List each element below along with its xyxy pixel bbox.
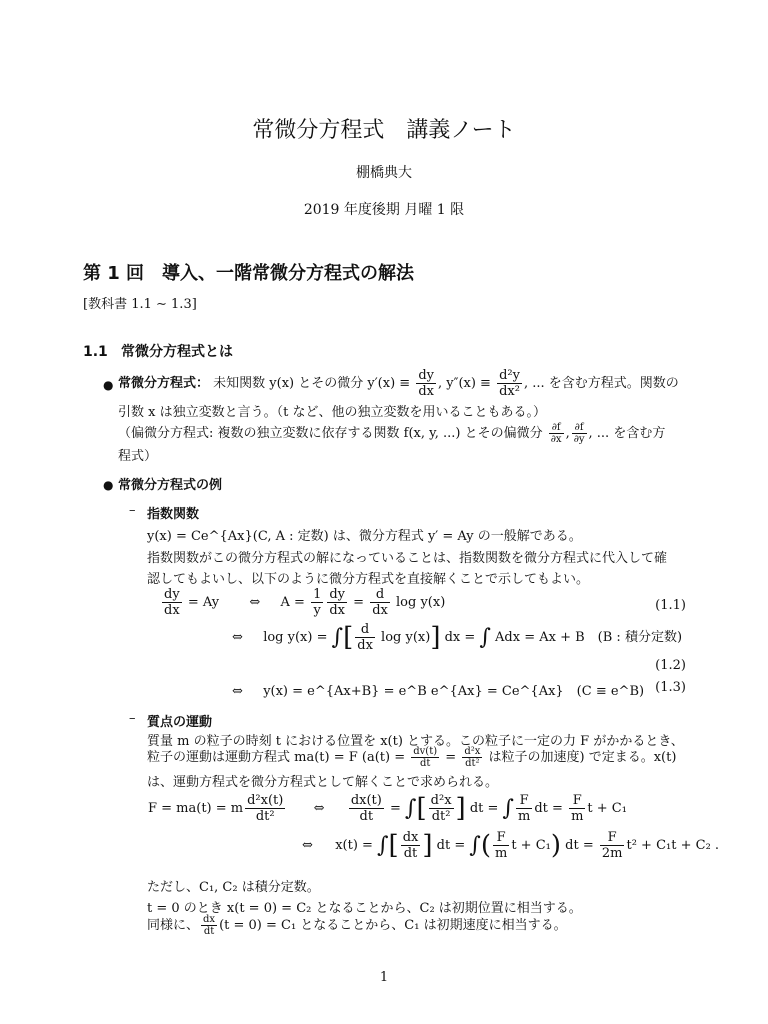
frac-F-m: $\frac{F}{m}$ — [494, 830, 508, 861]
frac-F-2m: $\frac{F}{2m}$ — [601, 830, 623, 861]
example2-line3: は、運動方程式を微分方程式として解くことで求められる。 — [147, 775, 499, 790]
frac-d-dx: $\frac{d}{dx}$ — [357, 622, 373, 653]
iff-symbol: ⇔ — [232, 630, 243, 645]
bullet1-line1 — [118, 368, 679, 399]
frac-F-m: $\frac{F}{m}$ — [518, 793, 531, 824]
example2-line2 — [147, 746, 676, 769]
dash-marker: – — [129, 503, 136, 518]
bullet1-text-a: 未知関数 y(x) とその微分 y′(x) ≡ — [213, 376, 411, 391]
partial-fraction-x: $\frac{\partial f}{\partial x}$ — [550, 422, 562, 445]
bracket-left: [ — [416, 793, 427, 824]
section-number: 1.1 — [83, 344, 108, 360]
iff-symbol: ⇔ — [232, 684, 243, 699]
section-heading — [83, 341, 233, 361]
integral-sign: ∫ — [502, 796, 515, 821]
example2-note2: t = 0 のとき x(t = 0) = C₂ となることから、C₂ は初期位置に相当する。 — [147, 901, 582, 916]
example2-line1: 質量 m の粒子の時刻 t における位置を x(t) とする。この粒子に一定の力 F がかかるとき、 — [147, 734, 684, 749]
eq-text: t + C₁ — [511, 838, 551, 853]
bracket-left: [ — [343, 622, 354, 653]
eq-text: dt = — [565, 838, 594, 853]
eq-text: y(x) = e^{Ax+B} = e^B e^{Ax} = Ce^{Ax} (C ≡ e^B) — [263, 684, 645, 699]
example1-line2: 指数関数がこの微分方程式の解になっていることは、指数関数を微分方程式に代入して確 — [147, 551, 668, 566]
eq-text: A = — [280, 595, 305, 610]
integral-sign: ∫ — [377, 833, 389, 858]
course-date: 2019 年度後期 月曜 1 限 — [303, 202, 465, 218]
equation-motion-1 — [148, 793, 627, 824]
author-name: 棚橋典大 — [356, 165, 412, 181]
iff-symbol: ⇔ — [249, 595, 261, 610]
lecture-title: 第 1 回 導入、一階常微分方程式の解法 — [83, 263, 415, 284]
eq-text: Adx = Ax + B (B : 積分定数) — [495, 630, 683, 645]
bullet1-pde-text: （偏微分方程式: 複数の独立変数に依存する関数 f(x, y, ...) とその偏微分 — [118, 426, 543, 441]
bullet1-pde-tail: , ... を含む方 — [588, 426, 666, 441]
example2-note3 — [147, 914, 567, 937]
section-title: 常微分方程式とは — [121, 344, 233, 360]
frac-dx-dt: $\frac{dx(t)}{dt}$ — [350, 793, 382, 824]
bullet1-text-c: , ... を含む方程式。関数の — [523, 376, 679, 391]
frac-dy-dx: $\frac{dy}{dx}$ — [164, 587, 180, 618]
equation-number-1-1: (1.1) — [655, 598, 686, 613]
eq-text: x(t) = — [335, 838, 373, 853]
eq-text: dt = — [534, 801, 563, 816]
dash-marker: – — [129, 711, 136, 726]
textbook-reference: [教科書 1.1 ∼ 1.3] — [83, 297, 197, 312]
iff-symbol: ⇔ — [313, 801, 325, 816]
bullet1-label: 常微分方程式： — [118, 376, 210, 391]
bullet1-text-b: , y″(x) ≡ — [437, 376, 491, 391]
bullet-dot: ● — [103, 378, 114, 392]
eq-text: dx = — [444, 630, 476, 645]
bracket-right: ] — [455, 793, 466, 824]
integral-sign: ∫ — [405, 796, 417, 821]
partial-fraction-y: $\frac{\partial f}{\partial y}$ — [573, 422, 585, 445]
eq-text: = — [389, 801, 401, 816]
bullet-dot: ● — [103, 478, 114, 492]
example2-label: 質点の運動 — [147, 715, 213, 730]
example2-note1: ただし、C₁, C₂ は積分定数。 — [147, 880, 320, 895]
integral-sign: ∫ — [331, 625, 344, 650]
bracket-right: ] — [422, 830, 433, 861]
bullet1-line2: 引数 x は独立変数と言う。（t など、他の独立変数を用いることもある。） — [118, 405, 546, 420]
bracket-left: [ — [388, 830, 399, 861]
integral-sign: ∫ — [479, 625, 491, 650]
frac-dv-dt: $\frac{dv(t)}{dt}$ — [413, 746, 438, 769]
paren-left: ( — [480, 830, 491, 861]
bullet1-line3: （偏微分方程式: 複数の独立変数に依存する関数 f(x, y, ...) とその偏微分 $\frac{\partial f}{\partial x}$ , $\frac{\partial f}{\partial y}$ , ... を含む方 — [118, 422, 666, 445]
eq-text: log y(x) = — [263, 630, 328, 645]
eq-text: dt = — [436, 838, 466, 853]
eq-text: F = ma(t) = m — [148, 801, 244, 816]
eq-text: = — [353, 595, 365, 610]
eq-text: log y(x) — [396, 595, 446, 610]
eq-text: 同様に、 — [147, 918, 200, 933]
eq-text: = — [445, 750, 457, 765]
equation-number-1-2: (1.2) — [655, 658, 686, 673]
eq-text: log y(x) — [381, 630, 431, 645]
equation-number-1-3: (1.3) — [655, 680, 686, 695]
frac-dx-dt: $\frac{dx}{dt}$ — [203, 914, 216, 937]
eq-text: = Ay — [187, 595, 220, 610]
page-number: 1 — [379, 970, 389, 985]
frac-1-y: $\frac{1}{y}$ — [313, 587, 322, 618]
eq-text: は粒子の加速度) で定まる。x(t) — [488, 750, 677, 765]
bracket-right: ] — [430, 622, 441, 653]
equation-motion-2 — [302, 830, 719, 861]
iff-symbol: ⇔ — [302, 838, 313, 853]
fraction-d2y-dx2: $\frac{\text{d²y}}{\text{dx²}}$ — [499, 368, 520, 399]
bullet1-line4: 程式） — [118, 449, 158, 464]
fraction-dy-dx: $\frac{dy}{dx}$ — [418, 368, 434, 399]
eq-text: 粒子の運動は運動方程式 ma(t) = F (a(t) = — [147, 750, 406, 765]
equation-1-3 — [232, 680, 644, 699]
frac-F-m: $\frac{F}{m}$ — [571, 793, 584, 824]
equation-1-1 — [160, 587, 445, 618]
eq-text: t² + C₁t + C₂ . — [626, 838, 720, 853]
frac-d-dx: $\frac{d}{dx}$ — [372, 587, 388, 618]
frac-d2x-dt2: $\frac{\text{d²x}}{\text{dt²}}$ — [430, 793, 452, 824]
frac-dy-dx: $\frac{dy}{dx}$ — [329, 587, 346, 618]
eq-text: t + C₁ — [587, 801, 627, 816]
frac-d2x-dt2: $\frac{\text{d²x(t)}}{\text{dt²}}$ — [247, 793, 284, 824]
eq-text: (t = 0) = C₁ となることから、C₁ は初期速度に相当する。 — [219, 918, 567, 933]
equation-1-2 — [232, 622, 682, 653]
eq-text: dt = — [469, 801, 499, 816]
example1-line3: 認してもよいし、以下のように微分方程式を直接解くことで示してもよい。 — [147, 572, 590, 587]
integral-sign: ∫ — [469, 833, 481, 858]
example1-line1: y(x) = Ce^{Ax}(C, A : 定数) は、微分方程式 y′ = Ay の一般解である。 — [147, 529, 582, 544]
frac-d2x-dt2: $\frac{\text{d²x}}{\text{dt²}}$ — [464, 746, 481, 769]
bullet2-label: 常微分方程式の例 — [118, 478, 223, 493]
frac-dx-dt: $\frac{dx}{dt}$ — [402, 830, 419, 861]
paren-right: ) — [550, 830, 562, 861]
document-title: 常微分方程式 講義ノート — [252, 118, 516, 143]
example1-label: 指数関数 — [147, 507, 200, 522]
